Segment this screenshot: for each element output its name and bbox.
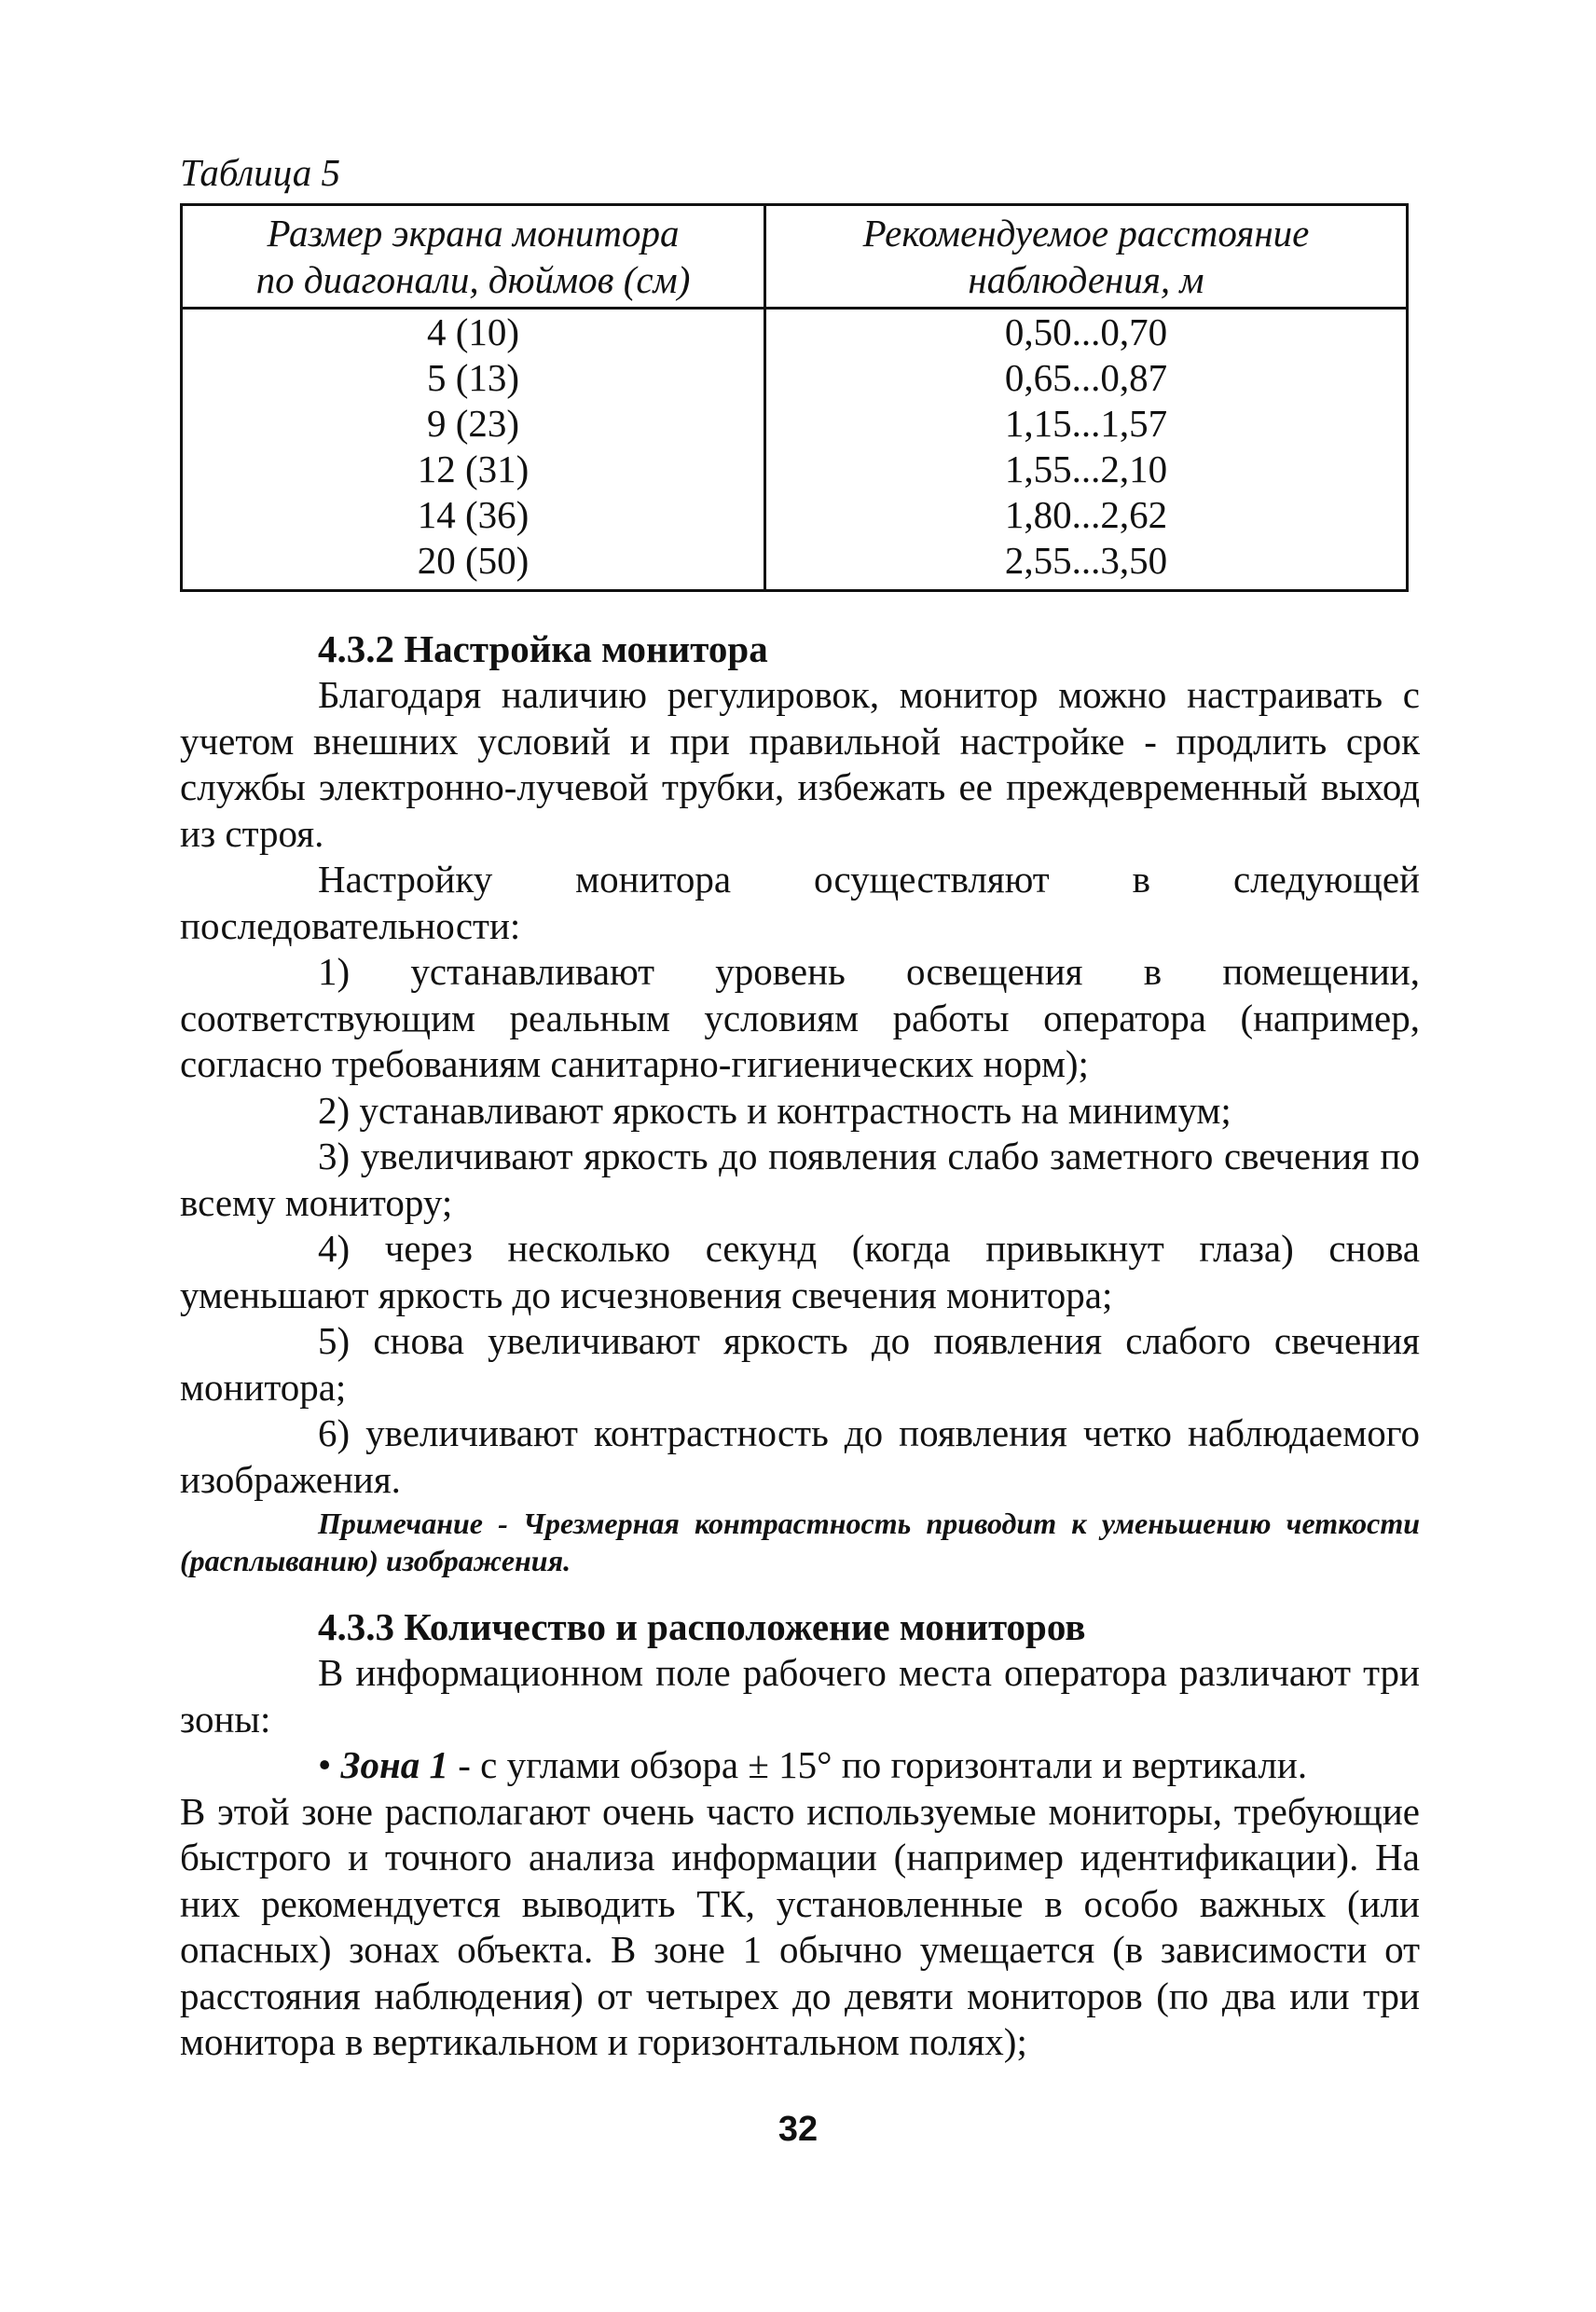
table-row — [182, 492, 1408, 538]
step-item: 5) снова увеличивают яркость до появления слабого свечения монитора; — [180, 1319, 1420, 1409]
cell-distance: 2,55...3,50 — [765, 538, 1408, 591]
cell-size: 9 (23) — [182, 401, 765, 447]
table-row — [182, 355, 1408, 401]
cell-size: 20 (50) — [182, 538, 765, 591]
note: Примечание - Чрезмерная контрастность приводит к уменьшению четкости (расплыванию) изображения. — [180, 1507, 1420, 1577]
table-row — [182, 401, 1408, 447]
cell-distance: 0,50...0,70 — [765, 309, 1408, 356]
step-item: 2) устанавливают яркость и контрастность на минимум; — [318, 1088, 1231, 1132]
zone-1-intro-text: - с углами обзора ± 15° по горизонтали и вертикали. — [447, 1743, 1308, 1786]
table-row — [182, 309, 1408, 356]
step-item: 3) увеличивают яркость до появления слабо заметного свечения по всему монитору; — [180, 1135, 1420, 1224]
zone-1-description: В этой зоне располагают очень часто используемые мониторы, требующие быстрого и точного анализа информации (например идентификации). На них рекомендуется выводить ТК, установленные в особо важных (или опасных) зонах объекта. В зоне 1 обычно умещается (в зависимости от расстояния наблюдения) от четырех до девяти мониторов (по два или три монитора в вертикальном и горизонтальном полях); — [180, 1789, 1420, 2063]
cell-distance: 1,15...1,57 — [765, 401, 1408, 447]
step-item: 6) увеличивают контрастность до появления четко наблюдаемого изображения. — [180, 1411, 1420, 1501]
bullet-icon: • — [318, 1743, 332, 1786]
table-row — [182, 447, 1408, 492]
section-heading-4-3-3: 4.3.3 Количество и расположение мониторов — [318, 1605, 1086, 1648]
cell-size: 4 (10) — [182, 309, 765, 356]
zone-1-intro — [180, 1742, 1420, 1789]
cell-distance: 1,55...2,10 — [765, 447, 1408, 492]
cell-size: 14 (36) — [182, 492, 765, 538]
cell-distance: 1,80...2,62 — [765, 492, 1408, 538]
document-page — [180, 149, 1420, 2066]
header-viewing-distance: Рекомендуемое расстояние наблюдения, м — [765, 205, 1408, 309]
paragraph: Настройку монитора осуществляют в следующей последовательности: — [180, 858, 1420, 947]
paragraph: Благодаря наличию регулировок, монитор можно настраивать с учетом внешних условий и при правильной настройке - продлить срок службы электронно-лучевой трубки, избежать ее преждевременный выход из строя. — [180, 673, 1420, 855]
section-heading-4-3-2: 4.3.2 Настройка монитора — [318, 627, 768, 670]
paragraph: В информационном поле рабочего места оператора различают три зоны: — [180, 1651, 1420, 1741]
monitor-distance-table — [180, 203, 1409, 592]
cell-size: 5 (13) — [182, 355, 765, 401]
table-caption: Таблица 5 — [180, 151, 341, 194]
step-item: 1) устанавливают уровень освещения в помещении, соответствующим реальным условиям работы оператора (например, согласно требованиям санитарно-гигиенических норм); — [180, 950, 1420, 1085]
cell-size: 12 (31) — [182, 447, 765, 492]
table-header-row — [182, 205, 1408, 309]
cell-distance: 0,65...0,87 — [765, 355, 1408, 401]
table-row — [182, 538, 1408, 591]
header-screen-size: Размер экрана монитора по диагонали, дюймов (см) — [182, 205, 765, 309]
step-item: 4) через несколько секунд (когда привыкнут глаза) снова уменьшают яркость до исчезновения свечения монитора; — [180, 1227, 1420, 1316]
zone-1-label: Зона 1 — [340, 1743, 448, 1786]
page-number: 32 — [777, 2110, 819, 2149]
